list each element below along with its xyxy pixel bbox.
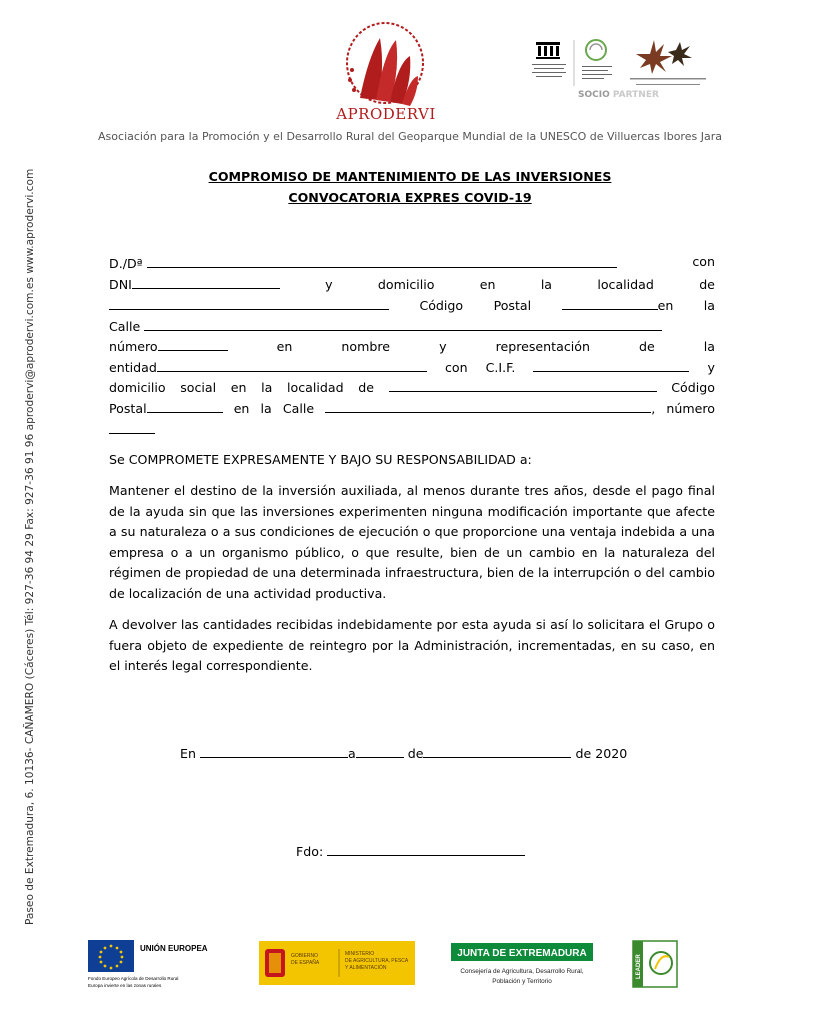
date-line xyxy=(180,744,627,761)
gobierno-espana-logo xyxy=(259,941,415,985)
label-year: de 2020 xyxy=(575,746,628,761)
form-line-name xyxy=(109,254,715,272)
junta-dept-1: Consejería de Agricultura, Desarrollo Rural, xyxy=(460,968,584,975)
form-line-postal xyxy=(109,296,715,314)
word: entidad xyxy=(109,360,157,375)
form-line-postal-calle xyxy=(109,399,715,417)
eu-title: UNIÓN EUROPEA xyxy=(140,944,208,953)
form-line-domicilio-social xyxy=(109,378,715,396)
label-en: En xyxy=(180,746,196,761)
label-calle: Calle xyxy=(109,319,141,334)
word: en xyxy=(233,401,250,416)
word: Calle xyxy=(282,401,315,416)
socio-label: SOCIO xyxy=(578,90,610,100)
word: de xyxy=(358,380,374,395)
dni-field[interactable] xyxy=(132,275,280,289)
word: social xyxy=(180,380,217,395)
ministry-text-3: Y ALIMENTACIÓN xyxy=(345,965,387,971)
entidad-field[interactable] xyxy=(157,358,427,372)
villuercas-geopark-logo xyxy=(628,34,708,92)
month-field[interactable] xyxy=(423,744,571,758)
ministry-text-2: DE AGRICULTURA, PESCA xyxy=(345,958,409,964)
word: la xyxy=(261,380,273,395)
socio-partner-label xyxy=(578,90,659,100)
gob-text-1: GOBIERNO xyxy=(291,953,318,959)
leader-text: LEADER xyxy=(636,954,642,979)
form-line-dni xyxy=(109,275,715,293)
gob-text-2: DE ESPAÑA xyxy=(291,960,320,966)
ministry-text-1: MINISTERIO xyxy=(345,951,375,957)
word: nombre xyxy=(341,339,391,354)
calle-field[interactable] xyxy=(144,317,662,331)
word: C.I.F. xyxy=(485,360,516,375)
eu-slogan: Europa invierte en las zonas rurales xyxy=(88,983,162,988)
junta-title: JUNTA DE EXTREMADURA xyxy=(457,948,587,959)
document-title: COMPROMISO DE MANTENIMIENTO DE LAS INVERSIONES xyxy=(208,169,612,184)
postal-field[interactable] xyxy=(147,399,223,413)
form-line-entidad xyxy=(109,358,715,376)
label-con: con xyxy=(692,254,715,269)
word: Postal xyxy=(109,401,147,416)
eu-feader-logo xyxy=(88,940,208,990)
word: en xyxy=(479,277,496,292)
word: la xyxy=(540,277,553,292)
word: localidad xyxy=(597,277,654,292)
eu-fund-text: Fondo Europeo Agrícola de Desarrollo Rural xyxy=(88,976,179,981)
word: número xyxy=(109,339,158,354)
junta-dept-2: Población y Territorio xyxy=(492,978,552,985)
cif-field[interactable] xyxy=(533,358,689,372)
place-field[interactable] xyxy=(200,744,348,758)
word: en xyxy=(276,339,293,354)
word: y xyxy=(707,360,715,375)
commitment-paragraph-2: A devolver las cantidades recibidas indebidamente por esta ayuda si así lo solicitara el Grupo o fuera objeto de expediente de reintegro por la Administración, incrementadas, en su caso, en el interés legal correspondiente. xyxy=(109,617,715,674)
word: localidad xyxy=(287,380,344,395)
document-subtitle: CONVOCATORIA EXPRES COVID-19 xyxy=(288,190,532,205)
aprodervi-wordmark: APRODERVI xyxy=(336,105,436,123)
partner-label: PARTNER xyxy=(612,90,659,100)
word: representación xyxy=(495,339,590,354)
signature-field[interactable] xyxy=(327,842,525,856)
calle-field-2[interactable] xyxy=(325,399,651,413)
label-dd: D./Dª xyxy=(109,256,143,271)
word: domicilio xyxy=(377,277,435,292)
numero-field-2[interactable] xyxy=(109,420,155,434)
domicilio-field[interactable] xyxy=(109,296,389,310)
word: la xyxy=(703,339,715,354)
word: en xyxy=(230,380,247,395)
label-dni: DNI xyxy=(109,277,132,292)
contact-sidebar: Paseo de Extremadura, 6. 10136- CAÑAMERO (Cáceres) Tél: 927-36 94 29 Fax: 927-36 91 96 aprodervi@aprodervi.com.es www.aprodervi.com xyxy=(24,168,36,925)
association-subtitle: Asociación para la Promoción y el Desarrollo Rural del Geoparque Mundial de la UNESCO de Villuercas Ibores Jara xyxy=(98,130,722,143)
form-line-calle xyxy=(109,317,715,335)
signature-line xyxy=(296,842,525,859)
word: Código xyxy=(671,380,715,395)
word: la xyxy=(703,298,715,313)
numero-field[interactable] xyxy=(158,337,228,351)
form-line-numero xyxy=(109,337,715,355)
word: , xyxy=(651,401,656,416)
commitment-paragraph-1: Mantener el destino de la inversión auxiliada, al menos durante tres años, desde el pago final de la ayuda sin que las inversiones experimenten ninguna modificación importante que afecte a su naturaleza o a sus condiciones de ejecución o que proporcione una ventaja indebida a una empresa o a un organismo público, o que resulte, bien de un cambio en la naturaleza del régimen de propiedad de una determinada infraestructura, bien de la interrupción o del cambio de localización de una actividad productiva. xyxy=(109,483,715,601)
postal-code-field[interactable] xyxy=(562,296,658,310)
word: en xyxy=(657,298,674,313)
word: y xyxy=(439,339,447,354)
localidad-field[interactable] xyxy=(389,378,657,392)
word: la xyxy=(260,401,272,416)
word: con xyxy=(444,360,468,375)
word: Postal xyxy=(493,298,532,313)
word: y xyxy=(325,277,333,292)
label-fdo: Fdo: xyxy=(296,844,324,859)
form-line-numero-end xyxy=(109,420,715,438)
word: de xyxy=(638,339,655,354)
leader-logo xyxy=(631,939,679,989)
geopark-green-icon xyxy=(576,36,620,90)
commit-heading: Se COMPROMETE EXPRESAMENTE Y BAJO SU RESPONSABILIDAD a: xyxy=(109,452,532,467)
label-a: a xyxy=(347,746,356,761)
word: Código xyxy=(419,298,464,313)
word: de xyxy=(699,277,715,292)
day-field[interactable] xyxy=(356,744,404,758)
label-de: de xyxy=(407,746,424,761)
word: domicilio xyxy=(109,380,166,395)
name-field[interactable] xyxy=(147,254,617,268)
junta-extremadura-logo xyxy=(451,943,593,991)
word: número xyxy=(666,401,715,416)
